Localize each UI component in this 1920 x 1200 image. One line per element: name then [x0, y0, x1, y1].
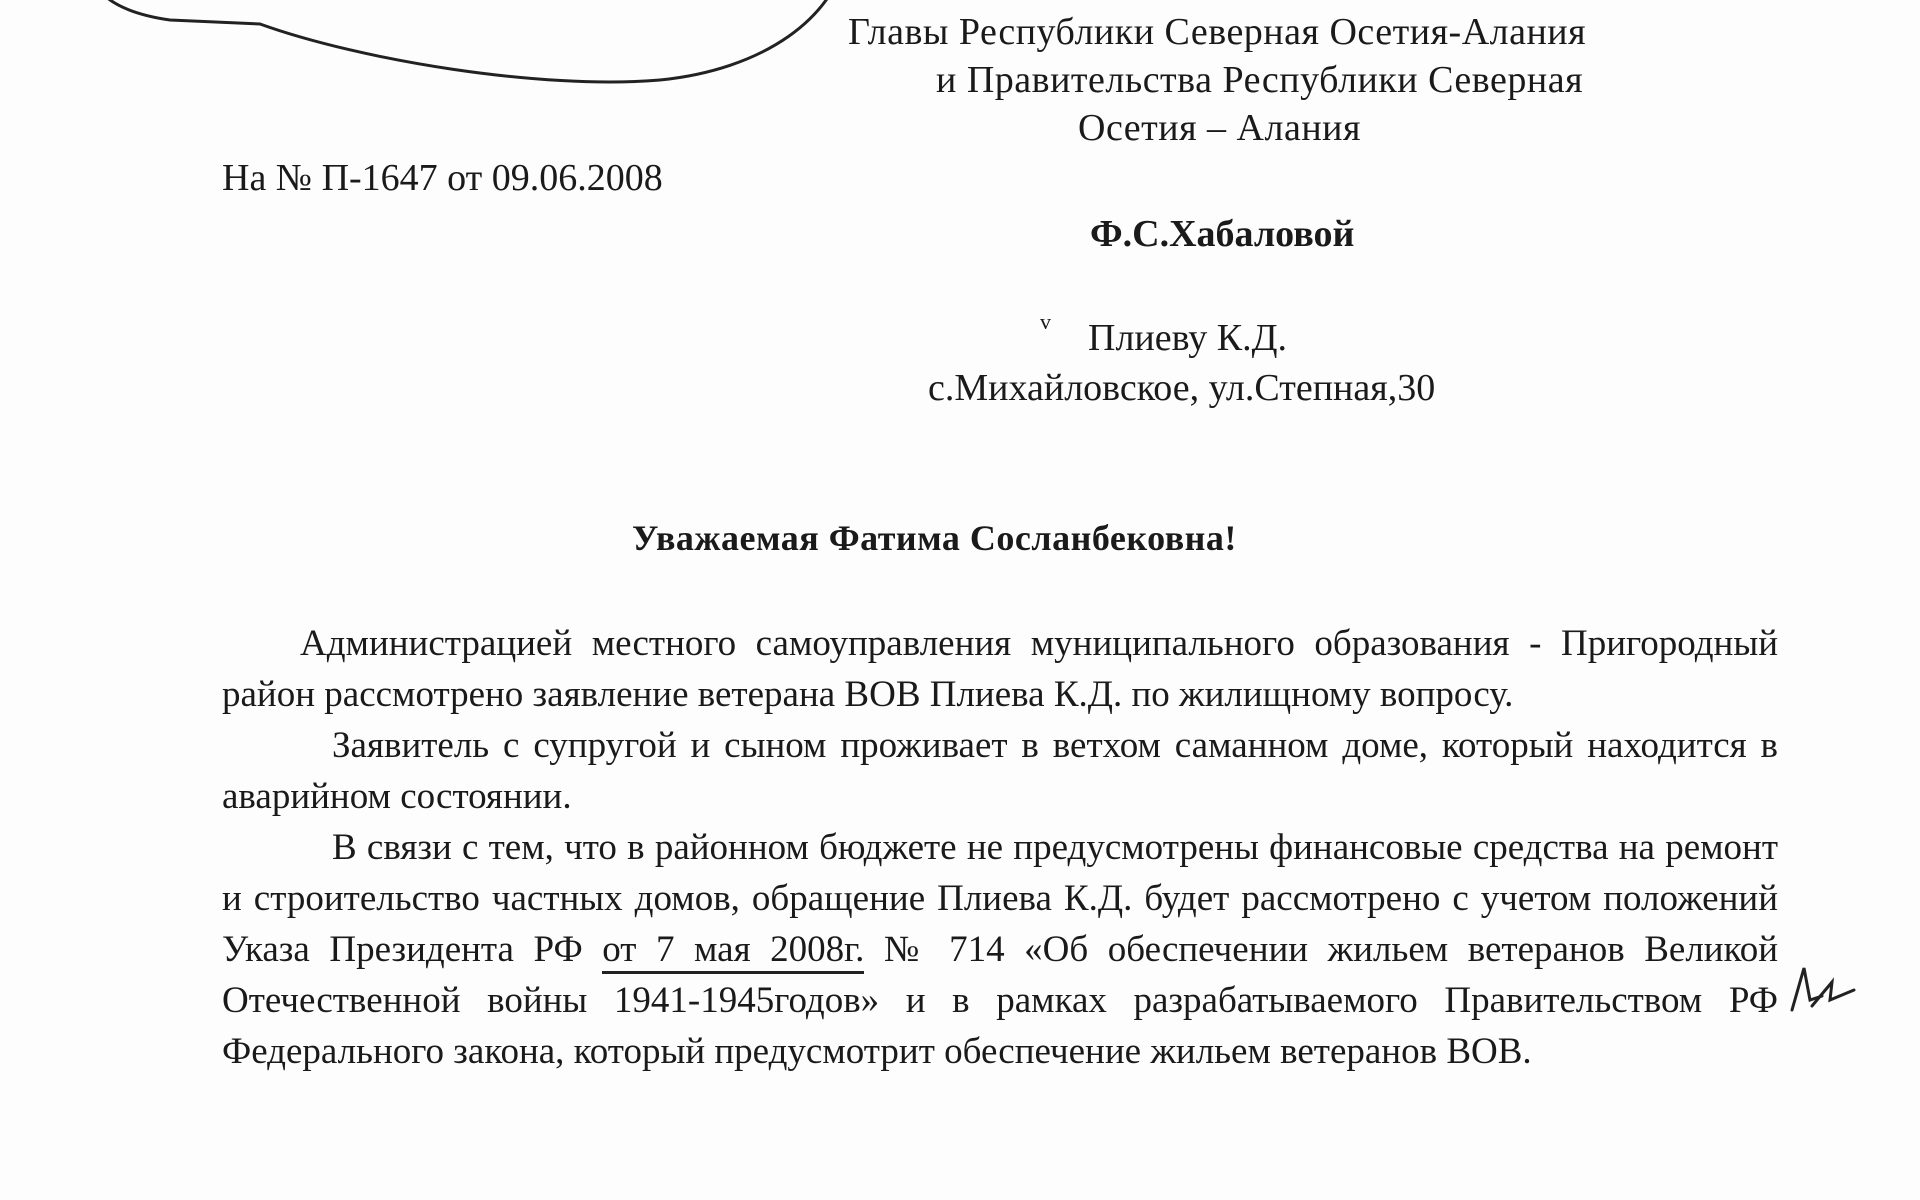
body-paragraph-1: Администрацией местного самоуправления муниципального образования - Пригородный район рассмотрено заявление ветерана ВОВ Плиева К.Д. по жилищному вопросу. — [222, 623, 1778, 715]
header-line-1: Главы Республики Северная Осетия-Алания — [848, 11, 1587, 53]
addressee-name: Ф.С.Хабаловой — [1090, 213, 1355, 255]
letter-body — [222, 618, 1778, 1077]
letter-header — [820, 8, 1780, 152]
stamp-outline — [60, 0, 860, 100]
handwritten-mark-icon — [1782, 960, 1862, 1030]
reference-number: На № П-1647 от 09.06.2008 — [222, 157, 663, 199]
body-paragraph-3-start: В связи с тем, что в районном бюджете не предусмотрены финансовые средства на ремонт и строительство частных домов, обращение Плиева К.Д. будет рассмотрено с учетом положений Указа Президента РФ — [222, 827, 1778, 970]
body-paragraph-3 — [222, 822, 1778, 1077]
salutation: Уважаемая Фатима Сосланбековна! — [632, 518, 1237, 558]
body-paragraph-3-end: № 714 «Об обеспечении жильем ветеранов Великой Отечественной войны 1941-1945годов» и в рамках разрабатываемого Правительством РФ Федерального закона, который предусмотрит обеспечение жильем ветеранов ВОВ. — [222, 929, 1779, 1072]
check-mark: v — [1040, 309, 1051, 334]
body-paragraph-2: Заявитель с супругой и сыном проживает в ветхом саманном доме, который находится в аварийном состоянии. — [222, 725, 1778, 817]
recipient-address: с.Михайловское, ул.Степная,30 — [928, 367, 1436, 409]
header-line-2: и Правительства Республики Северная — [936, 59, 1584, 101]
recipient-name: Плиеву К.Д. — [1088, 317, 1288, 359]
header-line-3: Осетия – Алания — [1078, 107, 1361, 149]
decree-date-underlined: от 7 мая 2008г. — [602, 929, 864, 974]
